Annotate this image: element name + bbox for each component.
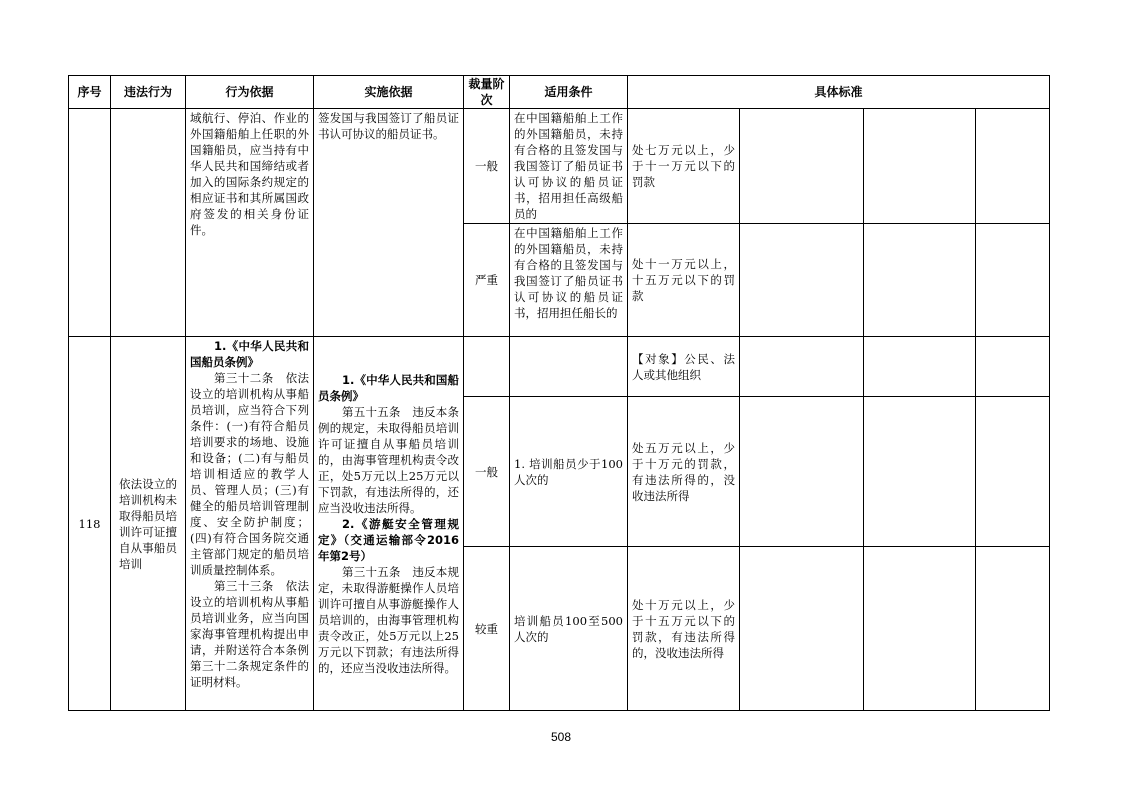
impl-118-title-1: 1.《中华人民共和国船员条例》 bbox=[318, 372, 459, 403]
prev-condition-1: 在中国籍船舶上工作的外国籍船员，未持有合格的且签发国与我国签订了船员证书认可协议的船员证书，招用担任高级船员的 bbox=[514, 111, 623, 221]
header-standard: 具体标准 bbox=[628, 76, 1050, 109]
blank-cell bbox=[740, 547, 864, 711]
condition-118-0 bbox=[510, 337, 627, 339]
blank-cell bbox=[864, 547, 976, 711]
violation-118: 依法设立的培训机构未取得船员培训许可证擅自从事船员培训 bbox=[119, 476, 177, 571]
level-118-1: 一般 bbox=[464, 397, 510, 547]
blank-cell bbox=[740, 224, 864, 337]
penalty-table bbox=[68, 75, 1050, 711]
prev-standard-1: 处七万元以上，少于十一万元以下的罚款 bbox=[632, 143, 735, 189]
prev-condition-1-cell bbox=[510, 109, 628, 224]
prev-standard-2: 处十一万元以上，十五万元以下的罚款 bbox=[632, 257, 735, 303]
header-level: 裁量阶次 bbox=[464, 76, 510, 109]
standard-118-1-cell bbox=[628, 397, 740, 547]
impl-118-cell bbox=[314, 337, 464, 711]
header-seq: 序号 bbox=[69, 76, 111, 109]
blank-cell bbox=[740, 397, 864, 547]
condition-118-0-cell bbox=[510, 337, 628, 397]
level-118-2: 较重 bbox=[464, 547, 510, 711]
violation-118-cell bbox=[111, 337, 186, 711]
blank-cell bbox=[976, 109, 1050, 224]
basis-118-cell bbox=[186, 337, 314, 711]
header-impl: 实施依据 bbox=[314, 76, 464, 109]
blank-cell bbox=[976, 337, 1050, 397]
standard-118-2-cell bbox=[628, 547, 740, 711]
page-number: 508 bbox=[550, 730, 572, 744]
header-condition: 适用条件 bbox=[510, 76, 628, 109]
standard-118-1: 处五万元以上，少于十万元的罚款，有违法所得的，没收违法所得 bbox=[632, 440, 735, 503]
seq-118: 118 bbox=[69, 337, 111, 711]
prev-standard-2-cell bbox=[628, 224, 740, 337]
blank-cell bbox=[864, 337, 976, 397]
prev-impl-cell bbox=[314, 109, 464, 337]
prev-seq-cell bbox=[69, 109, 111, 337]
table-row bbox=[69, 109, 1050, 224]
prev-level-1: 一般 bbox=[464, 109, 510, 224]
prev-violation-cell bbox=[111, 109, 186, 337]
condition-118-2: 培训船员100至500人次的 bbox=[514, 613, 623, 644]
table-row bbox=[69, 337, 1050, 397]
prev-standard-1-cell bbox=[628, 109, 740, 224]
basis-118-p2: 第三十三条 依法设立的培训机构从事船员培训业务，应当向国家海事管理机构提出申请，并附送符合本条例第三十二条规定条件的证明材料。 bbox=[190, 579, 309, 689]
header-basis: 行为依据 bbox=[186, 76, 314, 109]
blank-cell bbox=[740, 337, 864, 397]
standard-118-0-cell bbox=[628, 337, 740, 397]
blank-cell bbox=[864, 397, 976, 547]
header-violation: 违法行为 bbox=[111, 76, 186, 109]
prev-basis-text: 域航行、停泊、作业的外国籍船舶上任职的外国籍船员，应当持有中华人民共和国缔结或者加入的国际条约规定的相应证书和其所属国政府签发的相关身份证件。 bbox=[190, 111, 309, 237]
condition-118-2-cell bbox=[510, 547, 628, 711]
blank-cell bbox=[864, 109, 976, 224]
impl-118-p1: 第五十五条 违反本条例的规定，未取得船员培训许可证擅自从事船员培训的，由海事管理机构责令改正，处5万元以上25万元以下罚款，有违法所得的，还应当没收违法所得。 bbox=[318, 404, 459, 515]
blank-cell bbox=[740, 109, 864, 224]
basis-118-title: 1.《中华人民共和国船员条例》 bbox=[190, 339, 309, 369]
prev-condition-2: 在中国籍船舶上工作的外国籍船员，未持有合格的且签发国与我国签订了船员证书认可协议的船员证书，招用担任船长的 bbox=[514, 226, 623, 320]
prev-condition-2-cell bbox=[510, 224, 628, 337]
table-header-row bbox=[69, 76, 1050, 109]
level-118-0 bbox=[464, 337, 510, 397]
blank-cell bbox=[976, 547, 1050, 711]
standard-118-0: 【对象】公民、法人或其他组织 bbox=[632, 351, 735, 382]
prev-impl-text: 签发国与我国签订了船员证书认可协议的船员证书。 bbox=[318, 111, 459, 141]
prev-level-2: 严重 bbox=[464, 224, 510, 337]
impl-118-title-2: 2.《游艇安全管理规定》（交通运输部令2016年第2号） bbox=[318, 516, 459, 563]
blank-cell bbox=[976, 397, 1050, 547]
standard-118-2: 处十万元以上，少于十五万元以下的罚款，有违法所得的，没收违法所得 bbox=[632, 597, 735, 660]
basis-118-p1: 第三十二条 依法设立的培训机构从事船员培训，应当符合下列条件：(一)有符合船员培训要求的场地、设施和设备；(二)有与船员培训相适应的教学人员、管理人员；(三)有健全的船员培训管理制度、安全防护制度；(四)有符合国务院交通主管部门规定的船员培训质量控制体系。 bbox=[190, 371, 309, 577]
impl-118-p2: 第三十五条 违反本规定，未取得游艇操作人员培训许可擅自从事游艇操作人员培训的，由海事管理机构责令改正，处5万元以上25万元以下罚款；有违法所得的，还应当没收违法所得。 bbox=[318, 564, 459, 675]
blank-cell bbox=[976, 224, 1050, 337]
condition-118-1-cell bbox=[510, 397, 628, 547]
prev-basis-cell bbox=[186, 109, 314, 337]
condition-118-1: 1. 培训船员少于100人次的 bbox=[514, 456, 623, 487]
blank-cell bbox=[864, 224, 976, 337]
